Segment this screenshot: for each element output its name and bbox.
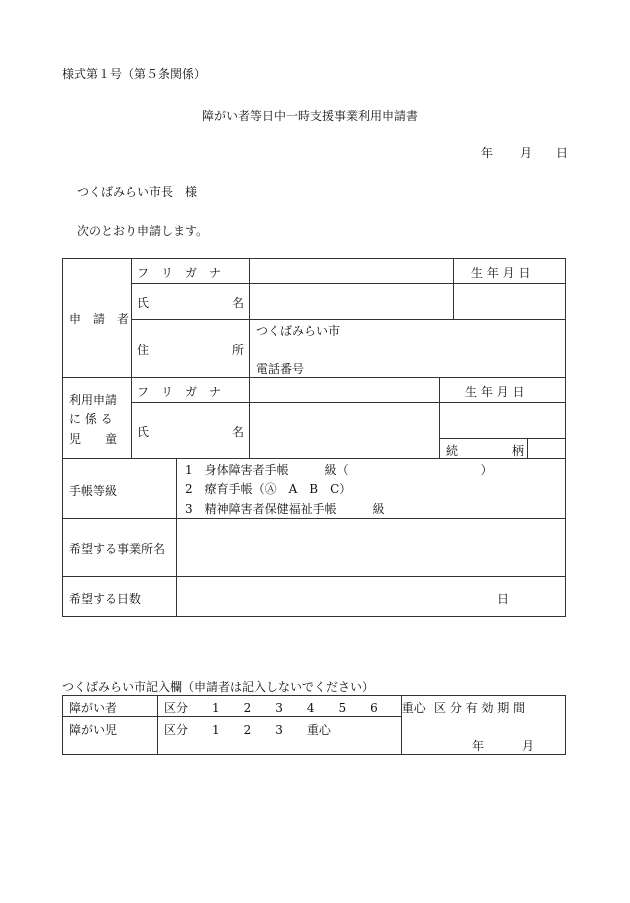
- table-line: [527, 438, 528, 458]
- intro-text: 次のとおり申請します。: [77, 224, 209, 238]
- form-number: 様式第１号（第５条関係）: [62, 67, 207, 81]
- child-section-label: に 係 る: [69, 412, 113, 426]
- applicant-furigana-label: フ リ ガ ナ: [137, 266, 222, 280]
- city-section-title: つくばみらい市記入欄（申請者は記入しないでください）: [62, 680, 375, 694]
- table-line: [439, 377, 440, 458]
- document-title: 障がい者等日中一時支援事業利用申請書: [202, 109, 419, 123]
- child-relation-label: 続: [446, 444, 459, 458]
- applicant-phone-label: 電話番号: [256, 362, 305, 376]
- child-section-label: 利用申請: [69, 393, 118, 407]
- child-classes: 区分 1 2 3 重心: [164, 723, 331, 737]
- table-line: [131, 258, 132, 458]
- applicant-name-label: 氏: [137, 296, 150, 310]
- applicant-name-label: 名: [232, 296, 245, 310]
- applicant-address-label: 所: [232, 343, 245, 357]
- table-line: [62, 616, 566, 617]
- validity-month: 月: [522, 739, 535, 753]
- applicant-address-value: つくばみらい市: [256, 324, 341, 338]
- office-label: 希望する事業所名: [69, 542, 166, 556]
- table-line: [176, 458, 177, 616]
- date-month: 月: [520, 146, 533, 160]
- days-unit: 日: [497, 592, 510, 606]
- applicant-section-label: 申 請 者: [69, 312, 130, 326]
- handbook-item-1: 1 身体障害者手帳 級（ ）: [185, 463, 493, 477]
- table-line: [131, 402, 566, 403]
- table-line: [453, 258, 454, 319]
- handbook-label: 手帳等級: [69, 484, 118, 498]
- table-line: [439, 438, 566, 439]
- validity-year: 年: [472, 739, 485, 753]
- applicant-birth-label: 生 年 月 日: [471, 266, 531, 280]
- handbook-item-3: 3 精神障害者保健福祉手帳 級: [185, 502, 385, 516]
- child-section-label: 児 童: [69, 432, 118, 446]
- date-day: 日: [556, 146, 569, 160]
- child-name-label: 名: [232, 425, 245, 439]
- child-birth-label: 生 年 月 日: [465, 385, 525, 399]
- table-line: [157, 695, 158, 754]
- adult-classes: 区分 1 2 3 4 5 6 重心: [164, 701, 426, 715]
- validity-label: 区 分 有 効 期 間: [434, 701, 526, 715]
- table-line: [249, 258, 250, 458]
- table-line: [62, 695, 63, 754]
- child-relation-label: 柄: [512, 444, 525, 458]
- addressee: つくばみらい市長 様: [77, 185, 198, 199]
- date-year: 年: [481, 146, 494, 160]
- table-line: [62, 258, 566, 259]
- table-line: [131, 319, 566, 320]
- days-label: 希望する日数: [69, 592, 142, 606]
- disabled-child-label: 障がい児: [69, 723, 118, 737]
- table-line: [62, 377, 566, 378]
- applicant-address-label: 住: [137, 343, 150, 357]
- table-line: [62, 576, 566, 577]
- table-line: [62, 754, 566, 755]
- table-line: [62, 716, 401, 717]
- table-line: [565, 695, 566, 754]
- table-line: [62, 518, 566, 519]
- disabled-adult-label: 障がい者: [69, 701, 118, 715]
- table-line: [62, 695, 566, 696]
- child-furigana-label: フ リ ガ ナ: [137, 385, 222, 399]
- table-line: [131, 283, 566, 284]
- table-line: [565, 258, 566, 616]
- table-line: [62, 458, 566, 459]
- table-line: [62, 258, 63, 616]
- child-name-label: 氏: [137, 425, 150, 439]
- handbook-item-2: 2 療育手帳（Ⓐ A B C）: [185, 482, 352, 496]
